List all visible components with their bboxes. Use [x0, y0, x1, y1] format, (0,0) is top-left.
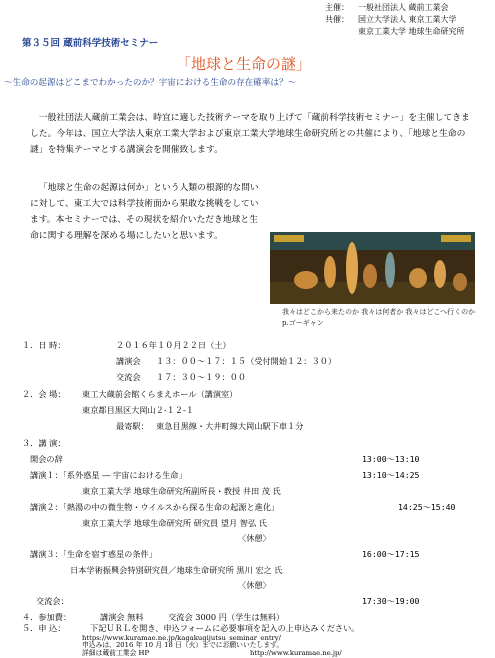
break-2: 〈休憩〉 — [238, 580, 271, 590]
fee-value: 講演会 無料 交流会 3000 円（学生は無料） — [100, 612, 285, 622]
cohost-name-2: 東京工業大学 地球生命研究所 — [358, 27, 465, 36]
deadline: 申込みは、2016 年 10 月 18 日（火）までにお願いいたします。 — [82, 641, 284, 649]
talk3-title: 講演３：「生命を宿す惑星の条件」 — [30, 549, 157, 559]
station: 東急目黒線・大井町線大岡山駅下車１分 — [156, 421, 304, 431]
talk3-time: 16:00～17:15 — [362, 549, 420, 559]
date-value: ２０１６年１０月２２日（土） — [116, 340, 231, 350]
page-title: 「地球と生命の謎」 — [176, 55, 312, 73]
intro-paragraph-2: 「地球と生命の起源は何か」という人類の根源的な問いに対して、東工大では科学技術面から果敢な挑戦をしています。本セミナーでは、その現状を紹介いただき地球と生命に関する理解を深める場にしたいと思います。 — [30, 183, 259, 241]
reception-time: １７：３０～１９：００ — [156, 372, 247, 382]
social-label: 交流会： — [36, 596, 69, 606]
apply-url-link[interactable]: https://www.kuramae.ne.jp/kagakugijutsu_seminar_entry/ — [82, 634, 281, 642]
lecture-time: １３：００～１７：１５（受付開始１２：３０） — [156, 356, 337, 366]
cohost-name-1: 国立大学法人 東京工業大学 — [358, 15, 457, 24]
cohost-label: 共催： — [325, 15, 349, 24]
details-label: 詳細は蔵前工業会 HP — [82, 649, 150, 657]
host-name: 一般社団法人 蔵前工業会 — [358, 3, 449, 12]
painting-caption: 我々はどこから来たのか 我々は何者か 我々はどこへ行くのか p.ゴーギャン — [282, 308, 476, 327]
talk2-time: 14:25～15:40 — [398, 502, 456, 512]
talk2-title: 講演２：「熱湯の中の微生物・ウイルスから探る生命の起源と進化」 — [30, 502, 280, 512]
social-time: 17:30～19:00 — [362, 596, 420, 606]
intro-paragraph-1: 一般社団法人蔵前工業会は、時宜に適した技術テーマを取り上げて「蔵前科学技術セミナー」を主催してきました。今年は、国立大学法人東京工業大学および東京工業大学地球生命研究所との共催により、「地球と生命の謎」を特集テーマとする講演会を開催致します。 — [30, 113, 470, 155]
lecture-label: 講演会 — [116, 356, 141, 366]
talk1-speaker: 東京工業大学 地球生命研究所副所長・教授 井田 茂 氏 — [82, 486, 281, 496]
talk3-speaker: 日本学術振興会特別研究員／地球生命研究所 黒川 宏之 氏 — [70, 565, 283, 575]
gauguin-painting-image — [270, 232, 475, 304]
opening: 開会の辞 — [30, 454, 63, 464]
seminar-series: 第３５回 蔵前科学技術セミナー — [22, 38, 159, 49]
venue-address: 東京都目黒区大岡山２-１２-１ — [82, 405, 194, 415]
talk2-speaker: 東京工業大学 地球生命研究所 研究員 望月 智弘 氏 — [82, 518, 267, 528]
station-label: 最寄駅： — [116, 421, 149, 431]
apply-value: 下記ＵＲＬを開き、申込フォームに必要事項を記入の上申込みください。 — [90, 623, 360, 633]
break-1: 〈休憩〉 — [238, 533, 271, 543]
details-url-link[interactable]: http://www.kuramae.ne.jp/ — [250, 649, 342, 657]
lectures-label: ３．講 演： — [22, 438, 66, 448]
talk1-title: 講演１：「系外惑星 ― 宇宙における生命」 — [30, 470, 187, 480]
talk1-time: 13:10～14:25 — [362, 470, 420, 480]
page-subtitle: ～生命の起源はどこまでわかったのか？宇宙における生命の存在確率は？～ — [4, 78, 297, 88]
host-label: 主催： — [325, 3, 349, 12]
opening-time: 13:00～13:10 — [362, 454, 420, 464]
venue-label: ２．会 場： — [22, 389, 66, 399]
reception-label: 交流会 — [116, 372, 141, 382]
venue-name: 東工大蔵前会館くらまえホール（講演室） — [82, 389, 238, 399]
apply-label: ５．申 込： — [22, 623, 66, 633]
fee-label: ４．参加費： — [22, 612, 72, 622]
painting-illustration — [270, 232, 475, 304]
date-label: １．日 時： — [22, 340, 66, 350]
